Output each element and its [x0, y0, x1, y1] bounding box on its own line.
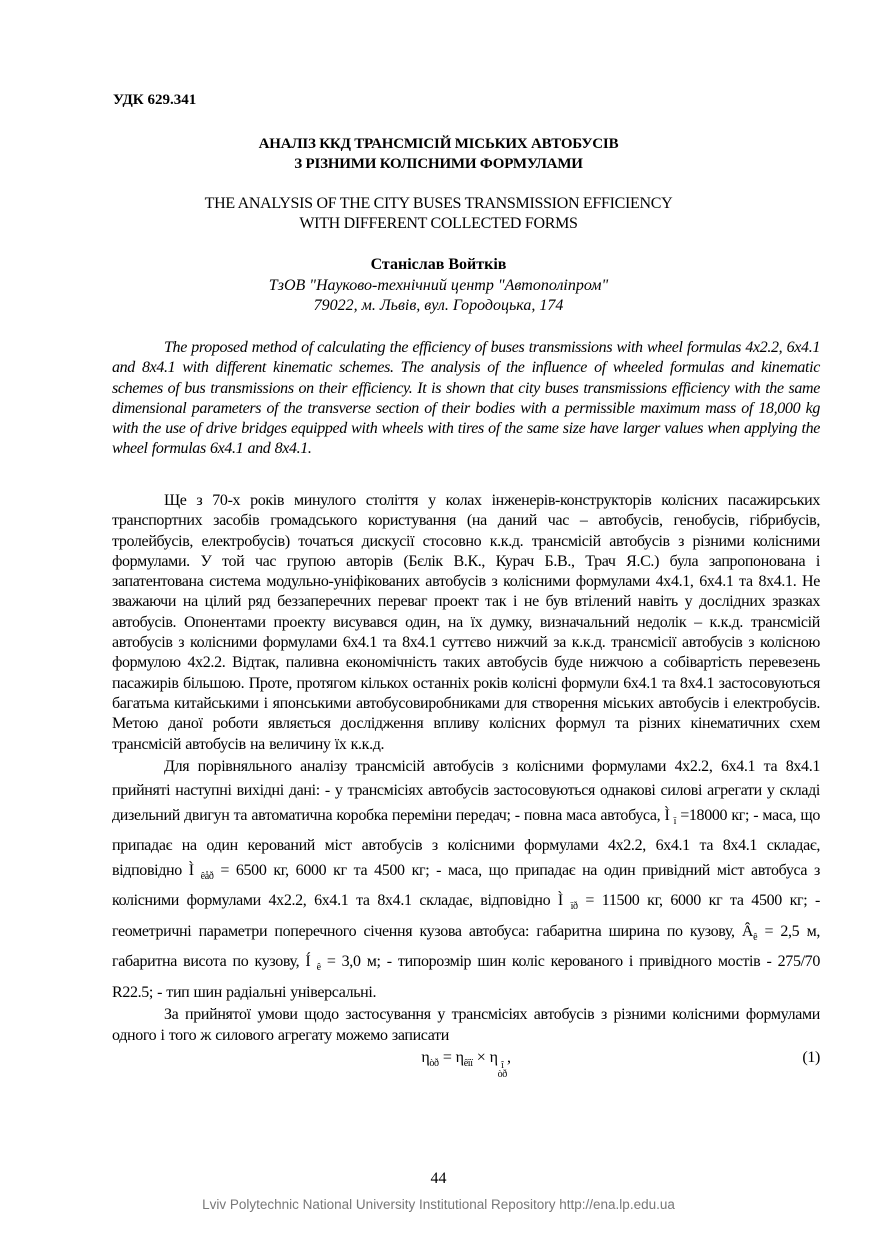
text-segment: =18000 кг; - маса, що припадає на один керований міст автобусів з колісними формулами 4х2.2, 6х4.1 та 8х4.1 складає, відповідно [112, 806, 820, 879]
title-en-line: THE ANALYSIS OF THE CITY BUSES TRANSMISSION EFFICIENCY [204, 195, 673, 212]
symbol: Í [305, 953, 311, 971]
symbol: Ì [664, 806, 670, 824]
paragraph-intro: Ще з 70-х років минулого століття у колах інженерів-конструкторів колісних пасажирських транспортних засобів громадського користування (на даний час – автобусів, генобусів, гібрибусів, тролейбусів, електробусів) точаться дискусії стосовно к.к.д. трансмісій автобусів з різними колісними формулами. У той час групою авторів (Бєлік В.К., Курач Б.В., Трач Я.С.) була запропонована і запатентована система модульно-уніфікованих автобусів з колісними формулами 4х4.1, 6х4.1 та 8х4.1. Не зважаючи на цілий ряд беззаперечних переваг проект так і не був втілений навіть у дослідних зразках автобусів. Опонентами проекту висувався один, на їх думку, визначальний недолік – к.к.д. трансмісій автобусів з колісними формулами 6х4.1 та 8х4.1 суттєво нижчий за к.к.д. трансмісії автобусів з колісною формулою 4х2.2. Відтак, паливна економічність таких автобусів буде нижчою а собівартість перевезень пасажирів більшою. Проте, протягом кількох останніх років колісні формули 6х4.1 та 8х4.1 застосовуються багатьма китайськими і японськими автобусовиробниками для створення міських автобусів і електробусів. Метою даної роботи являється дослідження впливу колісних формул та різних кінематичних схем трансмісій автобусів на величину їх к.к.д. [112, 492, 820, 753]
title-en-line: WITH DIFFERENT COLLECTED FORMS [299, 215, 578, 232]
symbol: Ì [188, 861, 194, 879]
text-segment: = 2,5 м, габаритна висота по кузову, [112, 922, 820, 971]
affiliation [0, 276, 877, 316]
paragraph-condition: За прийнятої умови щодо застосування у трансмісіях автобусів з різними колісними формулами одного і того ж силового агрегату можемо записати [112, 1006, 820, 1044]
repository-footer: Lviv Polytechnic National University Institutional Repository http://ena.lp.edu.ua [202, 1197, 675, 1212]
subscript: ê [316, 962, 321, 974]
paragraph-input-data [112, 755, 820, 1006]
eta-symbol: η [421, 1048, 430, 1066]
affiliation-org: ТзОВ "Науково-технічний центр "Автополіпром" [268, 277, 609, 294]
equals-eta: = η [438, 1048, 464, 1066]
subscript: êåð [200, 870, 214, 882]
subscript: ê [753, 931, 758, 943]
symbol-width [741, 922, 758, 943]
subscript: ïð [570, 901, 578, 913]
subscript: òð [429, 1057, 439, 1069]
symbol: Ì [557, 892, 563, 910]
equation-formula [112, 1048, 820, 1079]
title-english [0, 194, 877, 234]
superscript: î [501, 1059, 504, 1071]
author-name: Станіслав Войтків [370, 256, 507, 273]
comma: , [506, 1048, 511, 1066]
symbol-mass-steered [188, 861, 214, 882]
text-segment: = 6500 кг, 6000 кг та 4500 кг; - маса, що припадає на один привідний міст автобуса з колісними формулами 4х2.2, 6х4.1 та 8х4.1 складає, відповідно [112, 861, 820, 910]
title-ua-line: АНАЛІЗ ККД ТРАНСМІСІЙ МІСЬКИХ АВТОБУСІВ [258, 136, 619, 152]
udc-code: УДК 629.341 [113, 92, 197, 108]
subscript: òð [497, 1068, 507, 1080]
times-eta: × η [472, 1048, 498, 1066]
text-segment: = 3,0 м; - типорозмір шин коліс керованого і привідного мостів - 275/70 R22.5; - тип шин радіальні універсальні. [112, 953, 820, 1001]
symbol: Â [741, 922, 754, 940]
body-text [112, 491, 821, 1080]
subscript: êïï [463, 1057, 473, 1069]
symbol-mass-total [664, 806, 677, 827]
page-number: 44 [430, 1170, 447, 1187]
equation-1 [112, 1048, 820, 1080]
title-ua-line: З РІЗНИМИ КОЛІСНИМИ ФОРМУЛАМИ [294, 156, 583, 172]
subscript: ï [673, 815, 677, 827]
symbol-height [305, 953, 321, 974]
symbol-mass-drive [557, 892, 578, 913]
title-ukrainian [0, 134, 877, 174]
affiliation-address: 79022, м. Львів, вул. Городоцька, 174 [313, 297, 564, 314]
text-segment: = 11500 кг, 6000 кг та 4500 кг; - геометричні параметри поперечного січення кузова автобуса: габаритна ширина по кузову, [112, 892, 821, 940]
text-segment: Для порівняльного аналізу трансмісій автобусів з колісними формулами 4х2.2, 6х4.1 та 8х4.1 прийняті наступні вихідні дані: - у трансмісіях автобусів застосовуються однакові силові агрегати у складі дизельний двигун та автоматична коробка переміни передач; - повна маса автобуса, [112, 757, 820, 824]
abstract [112, 338, 820, 460]
abstract-text: The proposed method of calculating the efficiency of buses transmissions with wheel formulas 4x2.2, 6x4.1 and 8x4.1 with different kinematic schemes. The analysis of the influence of wheeled formulas and kinematic schemes of bus transmissions on their efficiency. It is shown that city buses transmissions efficiency with the same dimensional parameters of the transverse section of their bodies with a permissible maximum mass of 18,000 kg with the use of drive bridges equipped with wheels with tires of the same size have larger values when applying the wheel formulas 6x4.1 and 8x4.1. [112, 339, 820, 458]
equation-number: (1) [802, 1048, 820, 1066]
